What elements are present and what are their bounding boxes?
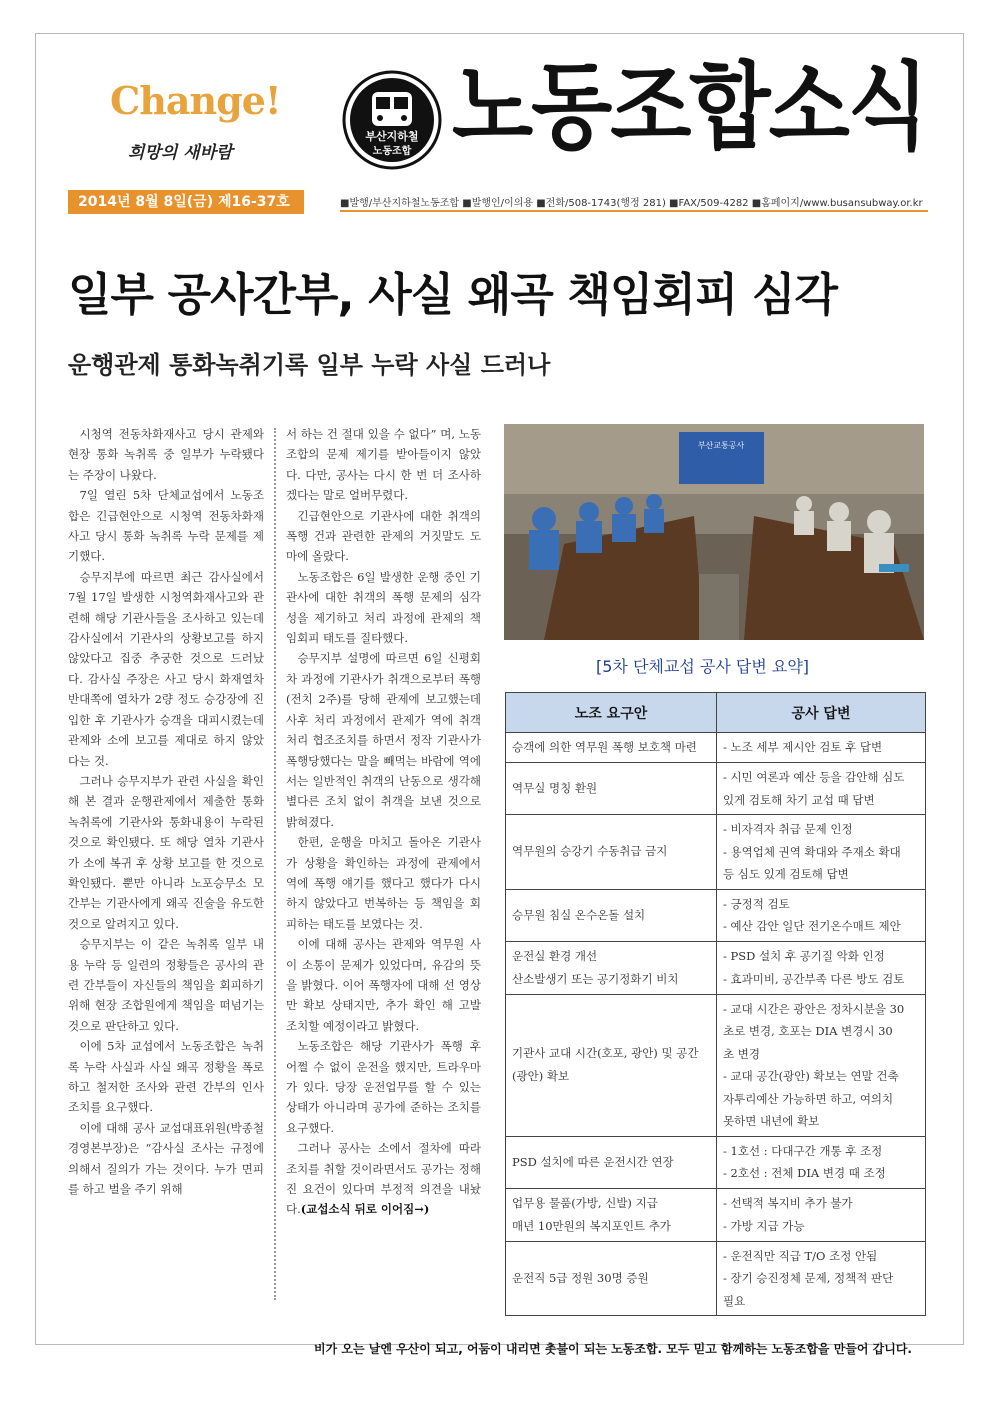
company-answer-text: 있게 검토해 차기 교섭 때 답변 [723,792,875,807]
company-answer-cell [717,994,926,1136]
article-column-1 [68,424,264,1199]
paragraph: 승무지부 설명에 따르면 6일 신평회차 과정에 기관사가 취객으로부터 폭행(전치 2주)를 당해 관제에 보고했는데 사후 처리 과정에서 관제가 역에 취객 처리 협조조치를 하면서 정작 기관사가 폭행당했다는 말을 빼먹는 바람에 역에서는 일반적인 취객의 난동으로 생각해 별다른 조치 없이 취객을 보낸 것으로 밝혀졌다. [286,651,481,829]
union-demand-text: 승객에 의한 역무원 폭행 보호책 마련 [512,740,697,754]
paragraph: 시청역 전동차화재사고 당시 관제와 현장 통화 녹취록 중 일부가 누락됐다는 주장이 나왔다. [68,427,264,482]
table-row [506,733,926,763]
column-divider [274,428,276,1300]
union-demand-cell [506,1241,717,1316]
company-answer-text: - 가방 지급 가능 [723,1218,805,1233]
paragraph-text: 그러나 공사는 소에서 절차에 따라 조치를 취할 것이라면서도 공가는 정해진 요건이 있다며 부정적 의견을 내놨다. [286,1141,481,1217]
company-answer-text: - 노조 세부 제시안 검토 후 답변 [723,740,883,755]
company-answer-text: - 1호선 : 다대구간 개통 후 조정 [723,1143,883,1158]
company-answer-text: - 예산 감안 일단 전기온수매트 제안 [723,919,901,933]
company-answer-text: - 효과미비, 공간부족 다른 방도 검토 [723,971,905,986]
union-demand-cell [506,763,717,815]
paragraph: 승무지부에 따르면 최근 감사실에서 7월 17일 발생한 시청역화재사고와 관련해 해당 기관사들을 조사하고 있는데 감사실에서 기관사의 상황보고를 하지 않았다고 집중 추궁한 것으로 드러났다. 감사실 주장은 사고 당시 화재열차 반대쪽에 열차가 2량 정도 승강장에 진입한 후 기관사가 승객을 대피시켰는데 관제와 소에 보고를 제대로 하지 않았다는 것. [68,569,264,768]
company-answer-cell [717,733,926,763]
paragraph: 한편, 운행을 마치고 돌아온 기관사가 상황을 확인하는 과정에 관제에서 역에 폭행 얘기를 했다고 했다가 다시 하지 않았다고 번복하는 등 책임을 회피하는 태도를 보였다는 것. [286,835,481,931]
company-answer-text: 등 심도 있게 검토해 답변 [723,867,849,881]
company-answer-text: - 긍정적 검토 [723,896,790,911]
union-demand-text: 운전실 환경 개선 [512,948,598,963]
divider [340,210,928,212]
paragraph: 이에 대해 공사는 관제와 역무원 사이 소통이 문제가 있었다며, 유감의 뜻을 밝혔다. 이어 폭행자에 대해 선 영상만 확보 상태지만, 추가 확인 해 고발 조치할 예정이라고 밝혔다. [286,937,481,1033]
union-demand-text: 기관사 교대 시간(호포, 광안) 및 공간 [512,1046,699,1060]
table-row [506,994,926,1136]
company-answer-text: 못하면 내년에 확보 [723,1114,820,1128]
company-answer-cell [717,1188,926,1241]
table-caption: [5차 단체교섭 공사 답변 요약] [596,657,810,676]
article-column-2 [286,424,481,1220]
union-demand-cell [506,941,717,994]
table-row [506,763,926,815]
continued-note: (교섭소식 뒤로 이어짐→) [300,1202,430,1217]
company-answer-cell [717,815,926,890]
company-answer-text: - 비자격자 취급 문제 인정 [723,822,853,836]
subhead: 운행관제 통화녹취기록 일부 누락 사실 드러나 [68,350,551,379]
company-answer-text: - 장기 승진정체 문제, 정책적 판단 [723,1271,894,1285]
company-answer-text: 자투리예산 가능하면 하고, 여의치 [723,1091,894,1106]
column-header: 노조 요구안 [506,693,717,733]
paragraph [286,1138,481,1220]
union-demand-cell [506,1136,717,1188]
paragraph: 서 하는 건 절대 있을 수 없다” 며, 노동조합의 문제 제기를 받아들이지 않았다. 다만, 공사는 다시 한 번 더 조사하겠다는 말로 얼버무렸다. [286,427,481,503]
slogan: 희망의 새바람 [128,143,233,163]
union-demand-text: (광안) 확보 [512,1069,570,1083]
change-logo-text: Change! [110,78,281,123]
union-demand-text: 산소발생기 또는 공기정화기 비치 [512,971,679,986]
logo-text-bottom: 노동조합 [372,146,412,157]
company-answer-text: 초로 변경, 호포는 DIA 변경시 30 [723,1024,893,1038]
publisher-info: ■발행/부산지하철노동조합 ■발행인/이의용 ■전화/508-1743(행정 281) ■FAX/509-4282 ■홈페이지/www.busansubway.or.kr [340,198,923,209]
table-row [506,941,926,994]
table-row [506,889,926,941]
paragraph: 이에 대해 공사 교섭대표위원(박종철 경영본부장)은 “감사실 조사는 규정에 의해서 질의가 가는 것이다. 누가 면피를 하고 벌을 주기 위해 [68,1120,264,1197]
table-row [506,1188,926,1241]
union-logo [342,70,442,170]
company-answer-text: - 운전직만 직급 T/O 조정 안됨 [723,1248,878,1263]
union-demand-cell [506,1188,717,1241]
paragraph: 그러나 승무지부가 관련 사실을 확인해 본 결과 운행관제에서 제출한 통화녹취록에 기관사와 통화내용이 누락된 것으로 확인됐다. 또 해당 열차 기관사가 소에 복귀 후 상황 보고를 한 것으로 확인됐다. 뿐만 아니라 노포승무소 모 간부는 기관사에게 왜곡 진술을 유도한 것으로 알려지고 있다. [68,773,264,931]
paragraph: 노동조합은 6일 발생한 운행 중인 기관사에 대한 취객의 폭행 문제의 심각성을 제기하고 처리 과정에 관제의 책임회피 태도를 질타했다. [286,569,481,646]
company-answer-text: 초 변경 [723,1046,760,1061]
masthead-title: 노동조합소식 [452,52,927,162]
logo-text-top: 부산지하철 [365,130,419,143]
company-answer-cell [717,1136,926,1188]
union-demand-cell [506,994,717,1136]
company-answer-text: - 선택적 복지비 추가 불가 [723,1196,853,1210]
negotiation-summary-table [505,692,926,1316]
footer-motto: 비가 오는 날엔 우산이 되고, 어둠이 내리면 촛불이 되는 노동조합. 모두 믿고 함께하는 노동조합을 만들어 갑니다. [314,1342,912,1356]
paragraph: 노동조합은 해당 기관사가 폭행 후 어쩔 수 없이 운전을 했지만, 트라우마가 있다. 당장 운전업무를 할 수 있는 상태가 아니라며 공가에 준하는 조치를 요구했다. [286,1039,481,1135]
union-demand-text: 승무원 침실 온수온돌 설치 [512,907,646,922]
union-demand-text: 매년 10만원의 복지포인트 추가 [512,1218,671,1233]
union-demand-cell [506,889,717,941]
company-answer-cell [717,763,926,815]
union-demand-text: 업무용 물품(가방, 신발) 지급 [512,1195,658,1210]
company-answer-text: - 용역업체 권역 확대와 주재소 확대 [723,844,901,859]
union-demand-text: PSD 설치에 따른 운전시간 연장 [512,1154,674,1169]
issue-date: 2014년 8월 8일(금) 제16-37호 [68,190,304,214]
company-answer-cell [717,941,926,994]
paragraph: 이에 5차 교섭에서 노동조합은 녹취록 누락 사실과 사실 왜곡 정황을 폭로하고 철저한 조사와 관련 간부의 인사조치를 요구했다. [68,1039,264,1115]
company-answer-cell [717,1241,926,1316]
company-answer-cell [717,889,926,941]
headline: 일부 공사간부, 사실 왜곡 책임회피 심각 [68,268,837,321]
table-row [506,1241,926,1316]
company-answer-text: - PSD 설치 후 공기질 악화 인정 [723,949,885,963]
union-demand-text: 역무실 명칭 환원 [512,781,598,795]
union-demand-text: 역무원의 승강기 수동취급 금지 [512,844,668,859]
paragraph: 긴급현안으로 기관사에 대한 취객의 폭행 건과 관련한 관제의 거짓말도 도마에 올랐다. [286,508,481,564]
table-header-row [506,693,926,733]
union-demand-cell [506,815,717,890]
paragraph: 승무지부는 이 같은 녹취록 일부 내용 누락 등 일련의 정황들은 공사의 관련 간부들이 자신들의 책임을 회피하기 위해 현장 조합원에게 책임을 떠넘기는 것으로 판단하고 있다. [68,937,264,1033]
company-answer-text: - 2호선 : 전체 DIA 변경 때 조정 [723,1166,886,1180]
company-answer-text: - 교대 공간(광안) 확보는 연말 건축 [723,1069,899,1083]
union-demand-text: 운전직 5급 정원 30명 증원 [512,1270,649,1285]
meeting-photo [504,424,924,640]
table-row [506,1136,926,1188]
company-answer-text: - 교대 시간은 광안은 정차시분을 30 [723,1001,905,1016]
company-answer-text: - 시민 여론과 예산 등을 감안해 심도 [723,770,905,784]
column-header: 공사 답변 [717,693,926,733]
company-answer-text: 필요 [723,1293,746,1308]
photo-banner-text: 부산교통공사 [697,441,745,450]
paragraph: 7일 열린 5차 단체교섭에서 노동조합은 긴급현안으로 시청역 전동차화재사고 당시 통화 녹취록 누락 문제를 제기했다. [68,488,264,564]
table-row [506,815,926,890]
union-demand-cell [506,733,717,763]
